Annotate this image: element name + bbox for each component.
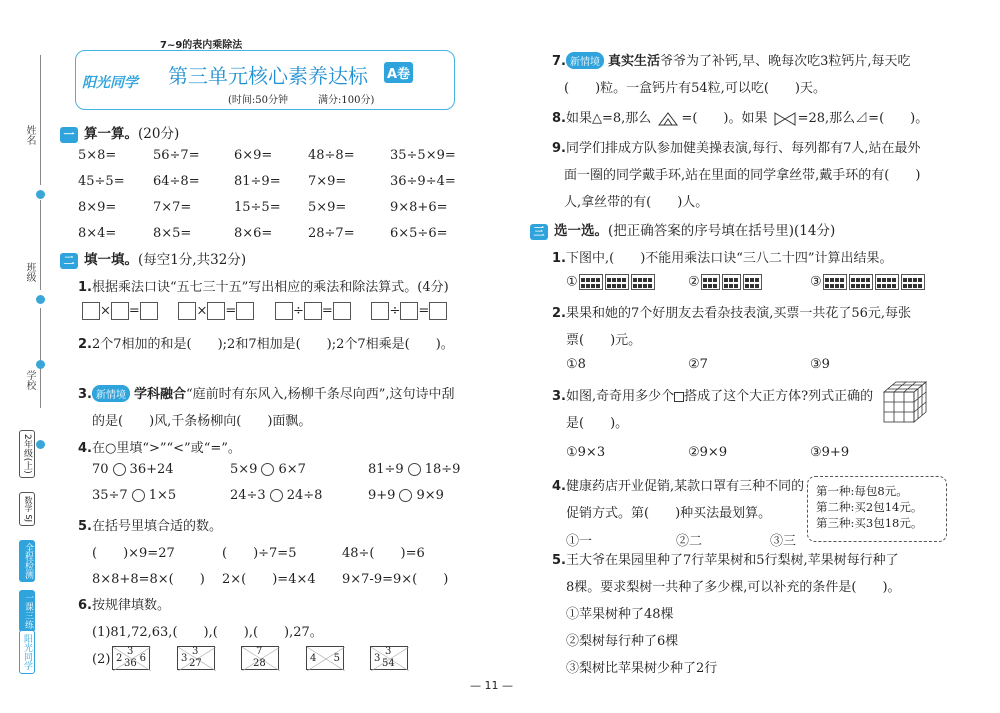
calc-item: 36÷9÷4= xyxy=(390,174,456,189)
choice-4-opt2: ②二 xyxy=(676,534,703,549)
choice-3-line2: 是( )。 xyxy=(566,416,629,431)
calc-item: 8×6= xyxy=(234,226,273,241)
choice-3-opt1: ①9×3 xyxy=(566,445,606,460)
choice-1-option2: ② xyxy=(688,274,763,290)
choice-5-opt3: ③梨树比苹果树少种了2行 xyxy=(566,661,718,676)
dot-group xyxy=(605,274,629,290)
choice-1: 1.下图中,( )不能用乘法口诀“三八二十四”计算出结果。 xyxy=(552,251,893,266)
choice-2-opt1: ①8 xyxy=(566,357,586,372)
answer-box[interactable] xyxy=(275,302,293,320)
compare-item: 5×9 6×7 xyxy=(230,462,306,477)
choice-2-opt2: ②7 xyxy=(688,357,708,372)
choice-5-line2: 8棵。要求梨树一共种了多少棵,可以补充的条件是( )。 xyxy=(566,580,901,595)
question-7-line2: ( )粒。一盒钙片有54粒,可以吃( )天。 xyxy=(564,81,826,96)
calc-item: 56÷7= xyxy=(153,148,200,163)
fill-item: ( )÷7=5 xyxy=(222,546,297,561)
question-2-3-line2: 的是( )风,千条杨柳向( )面飘。 xyxy=(92,414,312,429)
question-2-4: 4.在○里填“>”“<”或“=”。 xyxy=(78,441,241,456)
compare-item: 70 36+24 xyxy=(92,462,174,477)
fill-item: 8×8+8=8×( ) xyxy=(92,572,205,587)
question-2-2: 2.2个7相加的和是( );2和7相加是( );2个7相乘是( )。 xyxy=(78,337,454,352)
answer-box[interactable] xyxy=(82,302,100,320)
compare-circle[interactable] xyxy=(113,463,126,476)
fill-item: ( )×9=27 xyxy=(92,546,175,561)
choice-1-options: ① xyxy=(566,274,656,290)
question-2-6: 6.按规律填数。 xyxy=(78,598,170,613)
calc-item: 8×5= xyxy=(153,226,192,241)
compare-item: 9+9 9×9 xyxy=(368,488,444,503)
compare-circle[interactable] xyxy=(270,489,283,502)
number-envelope xyxy=(177,646,215,670)
answer-box[interactable] xyxy=(140,302,158,320)
question-7: 7. 新情境 真实生活爷爷为了补钙,早、晚每次吃3粒钙片,每天吃 xyxy=(552,54,911,69)
school-label: 学校 xyxy=(24,370,35,390)
dot-array-icon xyxy=(700,275,763,290)
section-1-heading: 一 算一算。(20分) xyxy=(60,122,179,143)
question-2-1: 1.根据乘法口诀“五七三十五”写出相应的乘法和除法算式。(4分) xyxy=(78,280,449,295)
number-envelope xyxy=(112,646,150,670)
fill-item: 2×( )=4×4 xyxy=(222,572,316,587)
section-3-heading: 三 选一选。(把正确答案的序号填在括号里)(14分) xyxy=(530,219,835,240)
grade-tag: 2年级(上) xyxy=(19,430,35,478)
question-2-3: 3. 新情境 学科融合“庭前时有东风入,杨柳千条尽向西”,这句诗中刮 xyxy=(78,387,455,402)
calc-item: 8×4= xyxy=(78,226,117,241)
number-envelope xyxy=(306,646,344,670)
answer-box[interactable] xyxy=(178,302,196,320)
choice-1-option3: ③ xyxy=(810,274,926,290)
dot-group xyxy=(849,274,873,290)
small-cube-icon xyxy=(674,392,684,402)
calc-item: 48÷8= xyxy=(308,148,355,163)
dot-array-icon xyxy=(578,275,656,290)
dot-array-icon xyxy=(822,275,926,290)
fill-equations: × = × = ÷ = ÷ = xyxy=(82,302,447,320)
calc-item: 6×5÷6= xyxy=(390,226,448,241)
paper-badge: A卷 xyxy=(384,62,413,83)
envelope-number: 6 xyxy=(139,653,146,664)
envelope-number: 3 xyxy=(374,653,381,664)
answer-box[interactable] xyxy=(111,302,129,320)
dot-group xyxy=(701,274,720,290)
dot-group xyxy=(743,274,762,290)
number-envelope xyxy=(241,646,279,670)
envelope-number: 3 xyxy=(385,646,392,657)
calc-item: 8×9= xyxy=(78,200,117,215)
compare-circle[interactable] xyxy=(399,489,412,502)
page-number: — 11 — xyxy=(470,679,513,692)
envelope-number: 28 xyxy=(253,658,266,669)
dot-group xyxy=(901,274,925,290)
choice-4-line2: 促销方式。第( )种买法最划算。 xyxy=(566,506,772,521)
calc-item: 5×8= xyxy=(78,148,117,163)
dot-group xyxy=(722,274,741,290)
binding-hole xyxy=(36,440,45,449)
choice-2-line2: 票( )元。 xyxy=(566,333,642,348)
compare-item: 24÷3 24÷8 xyxy=(230,488,323,503)
compare-item: 35÷7 1×5 xyxy=(92,488,177,503)
envelope-number: 3 xyxy=(192,646,199,657)
class-label: 班级 xyxy=(24,262,35,282)
calc-item: 5×9= xyxy=(308,200,347,215)
sequence-2-label: (2) xyxy=(92,652,111,667)
dot-group xyxy=(823,274,847,290)
choice-4: 4.健康药店开业促销,某款口罩有三种不同的 xyxy=(552,479,805,494)
envelope-number: 3 xyxy=(181,653,188,664)
section-2-heading: 二 填一填。(每空1分,共32分) xyxy=(60,248,246,269)
mode-tag: 全程检测 xyxy=(19,540,35,582)
envelope-number: 7 xyxy=(256,646,263,657)
question-9: 9.同学们排成方队参加健美操表演,每行、每列都有7人,站在最外 xyxy=(552,141,921,156)
sequence-1: (1)81,72,63,( ),( ),( ),27。 xyxy=(92,625,323,640)
compare-circle[interactable] xyxy=(408,463,421,476)
binding-line xyxy=(40,200,41,290)
choice-4-opt1: ①一 xyxy=(566,534,593,549)
calc-item: 35÷5×9= xyxy=(390,148,456,163)
question-8: 8.如果△=8,那么 =( )。如果 =28,那么⊿=( )。 xyxy=(552,111,929,126)
series-tag: 一课三练 xyxy=(19,590,35,632)
envelope-number: 5 xyxy=(333,653,340,664)
subject-tag: 数学 SJ xyxy=(19,492,35,526)
unit-subtitle: 7~9的表内乘除法 xyxy=(160,40,243,51)
dot-group xyxy=(579,274,603,290)
choice-5-opt2: ②梨树每行种了6棵 xyxy=(566,634,679,649)
calc-item: 28÷7= xyxy=(308,226,355,241)
question-9-line2: 面一圈的同学戴手环,站在里面的同学拿丝带,戴手环的有( ) xyxy=(564,168,921,183)
question-2-5: 5.在括号里填合适的数。 xyxy=(78,519,222,534)
promo-line: 第一种:每包8元。 xyxy=(816,484,908,498)
answer-box[interactable] xyxy=(429,302,447,320)
answer-box[interactable] xyxy=(333,302,351,320)
promo-box xyxy=(807,476,947,542)
promo-line: 第三种:买3包18元。 xyxy=(816,516,923,530)
compare-item: 81÷9 18÷9 xyxy=(368,462,461,477)
bowtie-figure-icon xyxy=(772,111,798,127)
choice-2-opt3: ③9 xyxy=(810,357,830,372)
dot-group xyxy=(875,274,899,290)
binding-hole xyxy=(36,295,45,304)
answer-box[interactable] xyxy=(236,302,254,320)
binding-hole xyxy=(36,360,45,369)
compare-circle[interactable] xyxy=(132,489,145,502)
logo-tag: 阳光同学 xyxy=(19,630,35,674)
calc-item: 45÷5= xyxy=(78,174,125,189)
choice-2: 2.果果和她的7个好朋友去看杂技表演,买票一共花了56元,每张 xyxy=(552,306,912,321)
logo: 阳光同学 xyxy=(82,75,138,91)
choice-5-opt1: ①苹果树种了48棵 xyxy=(566,607,674,622)
choice-3: 3.如图,奇奇用多少个 搭成了这个大正方体?列式正确的 xyxy=(552,389,874,404)
compare-circle[interactable] xyxy=(261,463,274,476)
choice-3-opt2: ②9×9 xyxy=(688,445,728,460)
calc-item: 64÷8= xyxy=(153,174,200,189)
calc-item: 7×7= xyxy=(153,200,192,215)
choice-5: 5.王大爷在果园里种了7行苹果树和5行梨树,苹果树每行种了 xyxy=(552,553,899,568)
envelope-number: 3 xyxy=(127,646,134,657)
envelope-number: 2 xyxy=(116,653,123,664)
choice-4-opt3: ③三 xyxy=(770,534,797,549)
promo-line: 第二种:买2包14元。 xyxy=(816,500,923,514)
calc-item: 9×8+6= xyxy=(390,200,448,215)
answer-box[interactable] xyxy=(400,302,418,320)
answer-box[interactable] xyxy=(371,302,389,320)
envelope-number: 27 xyxy=(189,658,202,669)
answer-box[interactable] xyxy=(304,302,322,320)
envelope-number: 4 xyxy=(310,653,317,664)
binding-line xyxy=(40,308,41,408)
answer-box[interactable] xyxy=(207,302,225,320)
calc-item: 15÷5= xyxy=(234,200,281,215)
name-label: 姓名 xyxy=(24,125,35,145)
binding-hole xyxy=(36,190,45,199)
page-title: 第三单元核心素养达标 xyxy=(168,64,368,88)
fill-item: 48÷( )=6 xyxy=(342,546,425,561)
triangle-figure-icon xyxy=(655,111,681,127)
calc-item: 7×9= xyxy=(308,174,347,189)
number-envelope xyxy=(370,646,408,670)
choice-3-opt3: ③9+9 xyxy=(810,445,850,460)
calc-item: 81÷9= xyxy=(234,174,281,189)
time-limit: (时间:50分钟 xyxy=(228,95,288,106)
full-score: 满分:100分) xyxy=(318,95,375,106)
envelope-number: 36 xyxy=(124,658,137,669)
cube-figure-icon xyxy=(882,380,930,424)
dot-group xyxy=(631,274,655,290)
envelope-number: 54 xyxy=(382,658,395,669)
binding-line xyxy=(40,55,41,185)
fill-item: 9×7-9=9×( ) xyxy=(342,572,449,587)
question-9-line3: 人,拿丝带的有( )人。 xyxy=(564,195,709,210)
calc-item: 6×9= xyxy=(234,148,273,163)
